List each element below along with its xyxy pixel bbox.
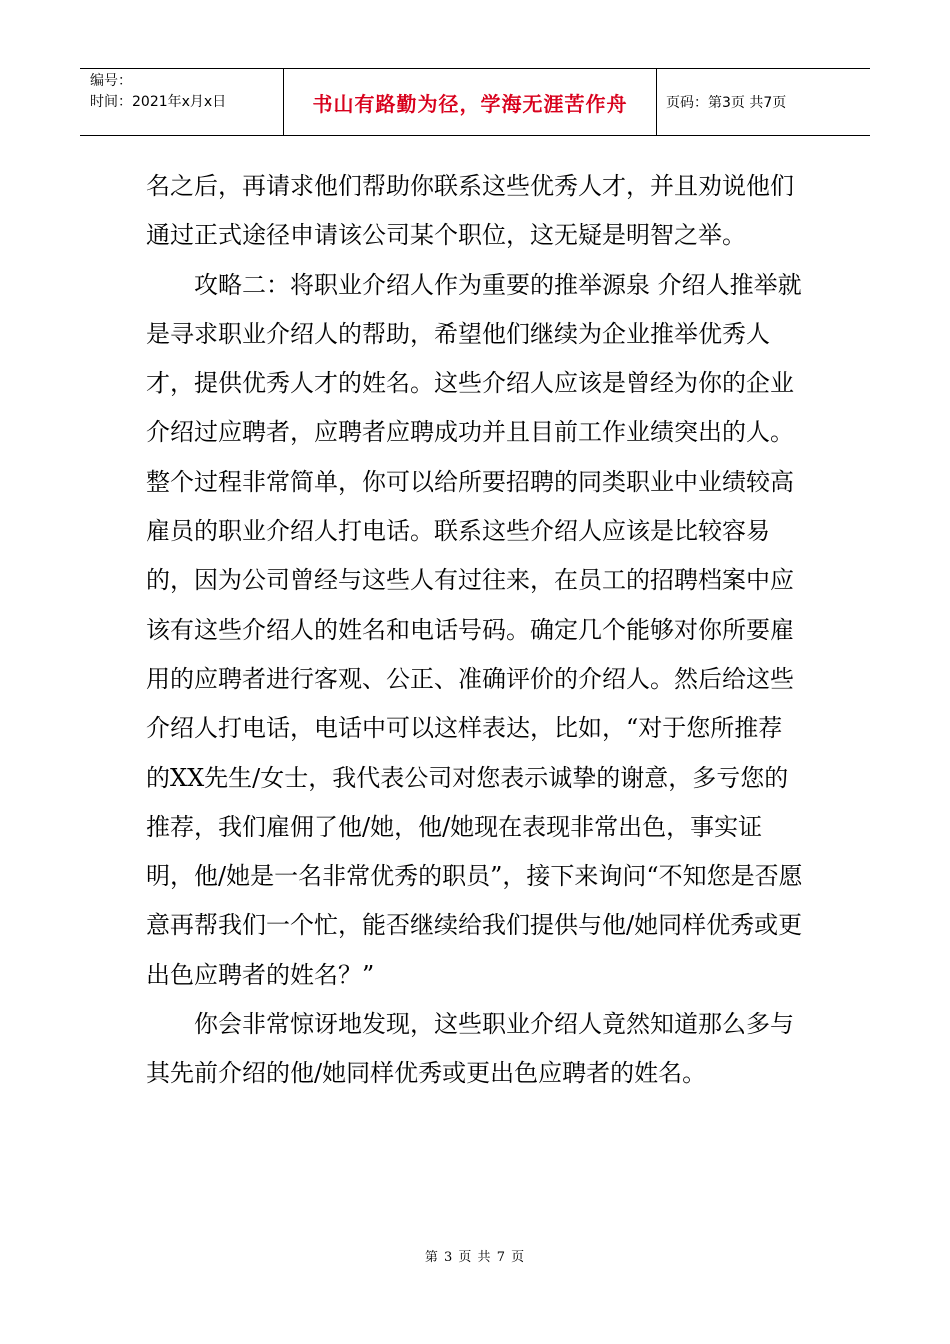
paragraph-strategy-two: 攻略二：将职业介绍人作为重要的推举源泉 介绍人推举就是寻求职业介绍人的帮助，希望他们继续为企业推举优秀人才，提供优秀人才的姓名。这些介绍人应该是曾经为你的企业介绍过应聘者，应聘者应聘成功并且目前工作业绩突出的人。整个过程非常简单，你可以给所要招聘的同类职业中业绩较高雇员的职业介绍人打电话。联系这些介绍人应该是比较容易的，因为公司曾经与这些人有过往来，在员工的招聘档案中应该有这些介绍人的姓名和电话号码。确定几个能够对你所要雇用的应聘者进行客观、公正、准确评价的介绍人。然后给这些介绍人打电话，电话中可以这样表达，比如，“对于您所推荐的XX先生/女士，我代表公司对您表示诚挚的谢意，多亏您的推荐，我们雇佣了他/她，他/她现在表现非常出色，事实证明，他/她是一名非常优秀的职员”，接下来询问“不知您是否愿意再帮我们一个忙，能否继续给我们提供与他/她同样优秀或更出色应聘者的姓名？” bbox=[146, 270, 803, 989]
document-time-label: 时间：2021年x月x日 bbox=[90, 94, 227, 110]
document-header bbox=[80, 68, 870, 136]
document-number-label: 编号： bbox=[90, 73, 132, 89]
header-motto: 书山有路勤为径，学海无涯苦作舟 bbox=[312, 91, 628, 116]
page-footer: 第 3 页 共 7 页 bbox=[424, 1250, 526, 1265]
paragraph-conclusion: 你会非常惊讶地发现，这些职业介绍人竟然知道那么多与其先前介绍的他/她同样优秀或更出色应聘者的姓名。 bbox=[146, 1010, 794, 1088]
document-body bbox=[146, 162, 806, 1099]
header-page-label: 页码：第3页 共7页 bbox=[666, 95, 787, 111]
paragraph-continued: 名之后，再请求他们帮助你联系这些优秀人才，并且劝说他们通过正式途径申请该公司某个职位，这无疑是明智之举。 bbox=[146, 172, 794, 250]
header-meta-cell bbox=[80, 69, 284, 135]
header-motto-cell bbox=[284, 69, 657, 135]
header-page-cell bbox=[657, 69, 870, 135]
